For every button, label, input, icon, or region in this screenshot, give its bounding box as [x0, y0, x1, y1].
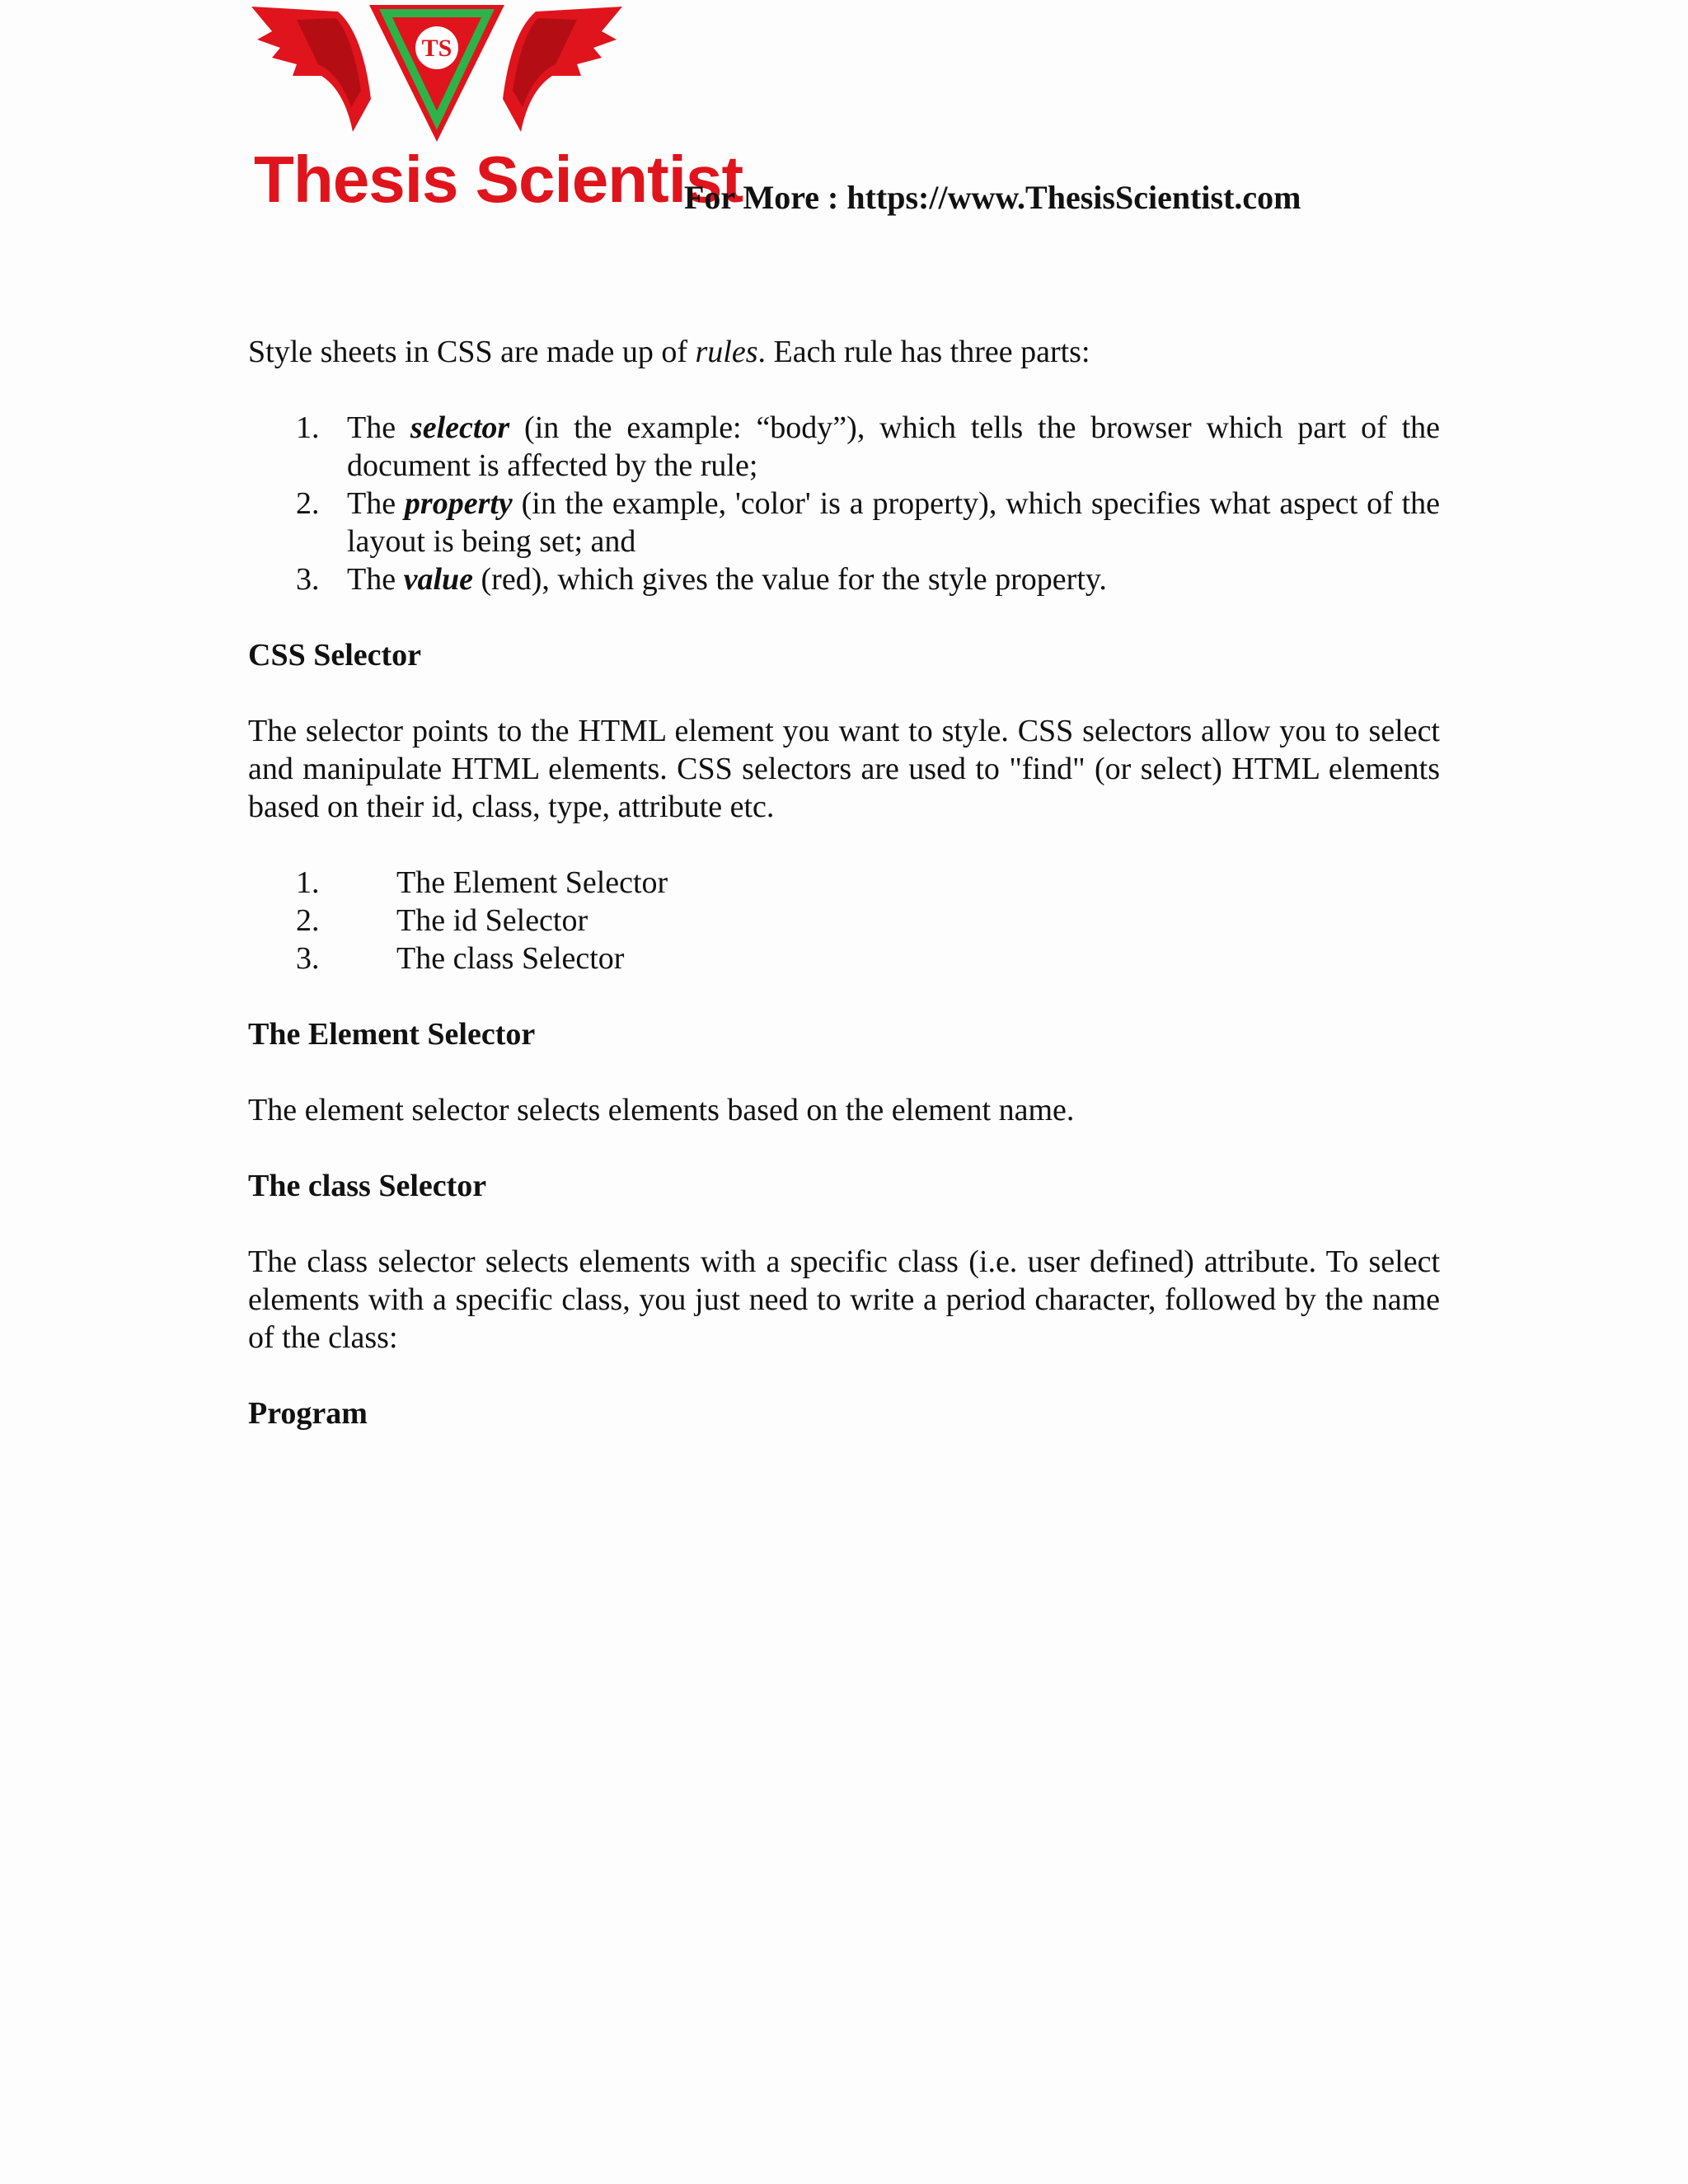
selector-term: selector	[410, 410, 510, 445]
thesis-scientist-logo	[247, 0, 743, 231]
list-item	[248, 864, 1440, 902]
css-selector-paragraph: The selector points to the HTML element you want to style. CSS selectors allow you to select and manipulate HTML elements. CSS selectors are used to "find" (or select) HTML elements based on their id, class, type, attribute etc.	[248, 714, 1440, 824]
class-selector-paragraph: The class selector selects elements with a specific class (i.e. user defined) attribute. To select elements with a specific class, you just need to write a period character, followed by the name of the class:	[248, 1244, 1440, 1355]
logo-wordmark: Thesis Scientist	[254, 143, 743, 216]
list-number: 2.	[296, 486, 320, 521]
list-item	[248, 940, 1440, 977]
list-item-label: The class Selector	[396, 941, 625, 976]
winged-triangle-logo-icon	[247, 0, 626, 148]
class-selector-heading: The class Selector	[248, 1169, 487, 1203]
list-number: 1.	[296, 410, 320, 445]
intro-paragraph: Style sheets in CSS are made up of rules. Each rule has three parts:	[248, 335, 1090, 369]
rules-term: rules	[695, 335, 758, 369]
element-selector-paragraph: The element selector selects elements based on the element name.	[248, 1093, 1075, 1127]
list-number: 2.	[296, 903, 320, 938]
property-term: property	[404, 486, 513, 521]
list-number: 3.	[296, 941, 320, 976]
value-term: value	[403, 562, 474, 597]
list-item: 3. The value (red), which gives the value for the style property.	[296, 562, 1107, 597]
page-header	[247, 0, 1442, 239]
list-item-label: The Element Selector	[396, 865, 668, 900]
website-link-text[interactable]: For More : https://www.ThesisScientist.com	[684, 179, 1301, 216]
selector-types-list	[248, 864, 1440, 977]
rule-parts-list	[248, 409, 1440, 598]
css-selector-heading: CSS Selector	[248, 638, 422, 673]
svg-text:TS: TS	[421, 35, 452, 62]
list-item-label: The id Selector	[396, 903, 588, 938]
list-item	[248, 902, 1440, 940]
list-number: 3.	[296, 562, 320, 597]
list-item: 2. The property (in the example, 'color' is a property), which specifies what aspect of the layout is being set; and	[296, 486, 1441, 559]
element-selector-heading: The Element Selector	[248, 1017, 536, 1052]
document-body	[248, 333, 1440, 1470]
program-heading: Program	[248, 1396, 368, 1431]
list-number: 1.	[296, 865, 320, 900]
list-item: 1. The selector (in the example: “body”), which tells the browser which part of the document is affected by the rule;	[296, 410, 1441, 483]
